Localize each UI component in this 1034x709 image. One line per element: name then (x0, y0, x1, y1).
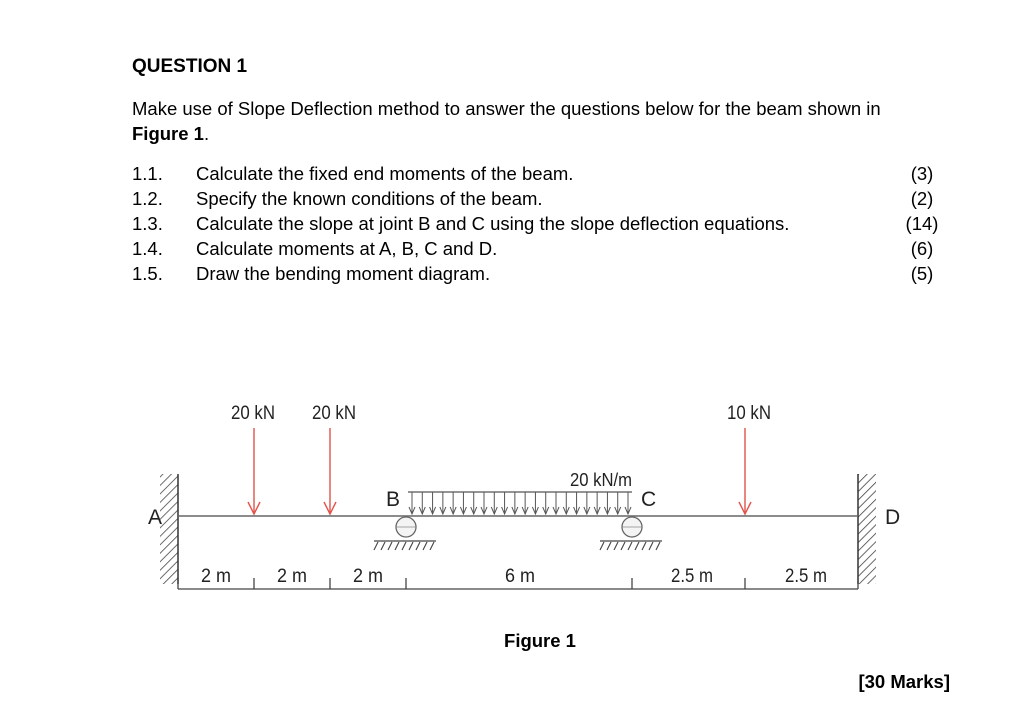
udl-arrow (460, 492, 466, 514)
item-number: 1.1. (132, 163, 163, 184)
udl-arrow (553, 492, 559, 514)
fixed-support-d (858, 474, 876, 584)
joint-label-d: D (885, 506, 901, 529)
beam-figure (0, 380, 1034, 610)
udl-arrow (615, 492, 621, 514)
item-marks: (5) (910, 263, 934, 284)
fixed-support-a (160, 474, 178, 584)
intro-suffix: . (203, 123, 210, 144)
roller-support-c (600, 517, 662, 550)
udl-arrow (532, 492, 538, 514)
question-title: QUESTION 1 (132, 56, 248, 77)
question-item (132, 261, 944, 286)
item-marks: (6) (910, 238, 934, 259)
intro-figure-ref: Figure 1 (132, 123, 204, 144)
joint-label-a: A (148, 506, 163, 529)
point-load-label: 20 kN (231, 403, 275, 424)
udl-arrow (419, 492, 425, 514)
udl-arrow (491, 492, 497, 514)
intro-text: Make use of Slope Deflection method to answer the questions below for the beam shown in (132, 98, 881, 119)
udl-arrow (584, 492, 590, 514)
udl-load (408, 492, 632, 514)
item-number: 1.4. (132, 238, 163, 259)
udl-arrow (502, 492, 508, 514)
udl-arrow (574, 492, 580, 514)
item-text: Specify the known conditions of the beam. (196, 188, 543, 209)
item-marks: (3) (910, 163, 934, 184)
udl-arrow (450, 492, 456, 514)
item-text: Calculate the slope at joint B and C using the slope deflection equations. (196, 213, 790, 234)
item-text: Draw the bending moment diagram. (196, 263, 491, 284)
point-load (739, 428, 751, 514)
point-load (324, 428, 336, 514)
item-number: 1.2. (132, 188, 163, 209)
question-item (132, 186, 944, 211)
span-label: 2 m (353, 566, 383, 587)
span-label: 2 m (277, 566, 307, 587)
udl-arrow (594, 492, 600, 514)
span-label: 2.5 m (785, 566, 827, 587)
udl-label: 20 kN/m (570, 470, 632, 490)
point-load-label: 20 kN (312, 403, 356, 424)
udl-arrow (481, 492, 487, 514)
udl-arrow (563, 492, 569, 514)
udl-arrow (604, 492, 610, 514)
joint-label-c: C (641, 488, 657, 511)
point-load-label: 10 kN (727, 403, 771, 424)
item-marks: (14) (905, 213, 939, 234)
span-label: 2.5 m (671, 566, 713, 587)
item-text: Calculate the fixed end moments of the beam. (196, 163, 574, 184)
udl-arrow (512, 492, 518, 514)
question-item (132, 161, 944, 186)
figure-caption: Figure 1 (504, 630, 576, 651)
span-label: 2 m (201, 566, 231, 587)
span-label: 6 m (505, 566, 535, 587)
udl-arrow (522, 492, 528, 514)
question-items (132, 161, 944, 286)
question-item (132, 211, 944, 236)
udl-arrow (471, 492, 477, 514)
point-load (248, 428, 260, 514)
item-marks: (2) (910, 188, 934, 209)
question-item (132, 236, 944, 261)
roller-support-b (374, 517, 436, 550)
item-number: 1.5. (132, 263, 163, 284)
udl-arrow (430, 492, 436, 514)
joint-label-b: B (386, 488, 401, 511)
item-number: 1.3. (132, 213, 163, 234)
item-text: Calculate moments at A, B, C and D. (196, 238, 498, 259)
total-marks: [30 Marks] (858, 671, 950, 692)
udl-arrow (625, 492, 631, 514)
question-intro (132, 96, 962, 146)
udl-arrow (543, 492, 549, 514)
udl-arrow (409, 492, 415, 514)
udl-arrow (440, 492, 446, 514)
